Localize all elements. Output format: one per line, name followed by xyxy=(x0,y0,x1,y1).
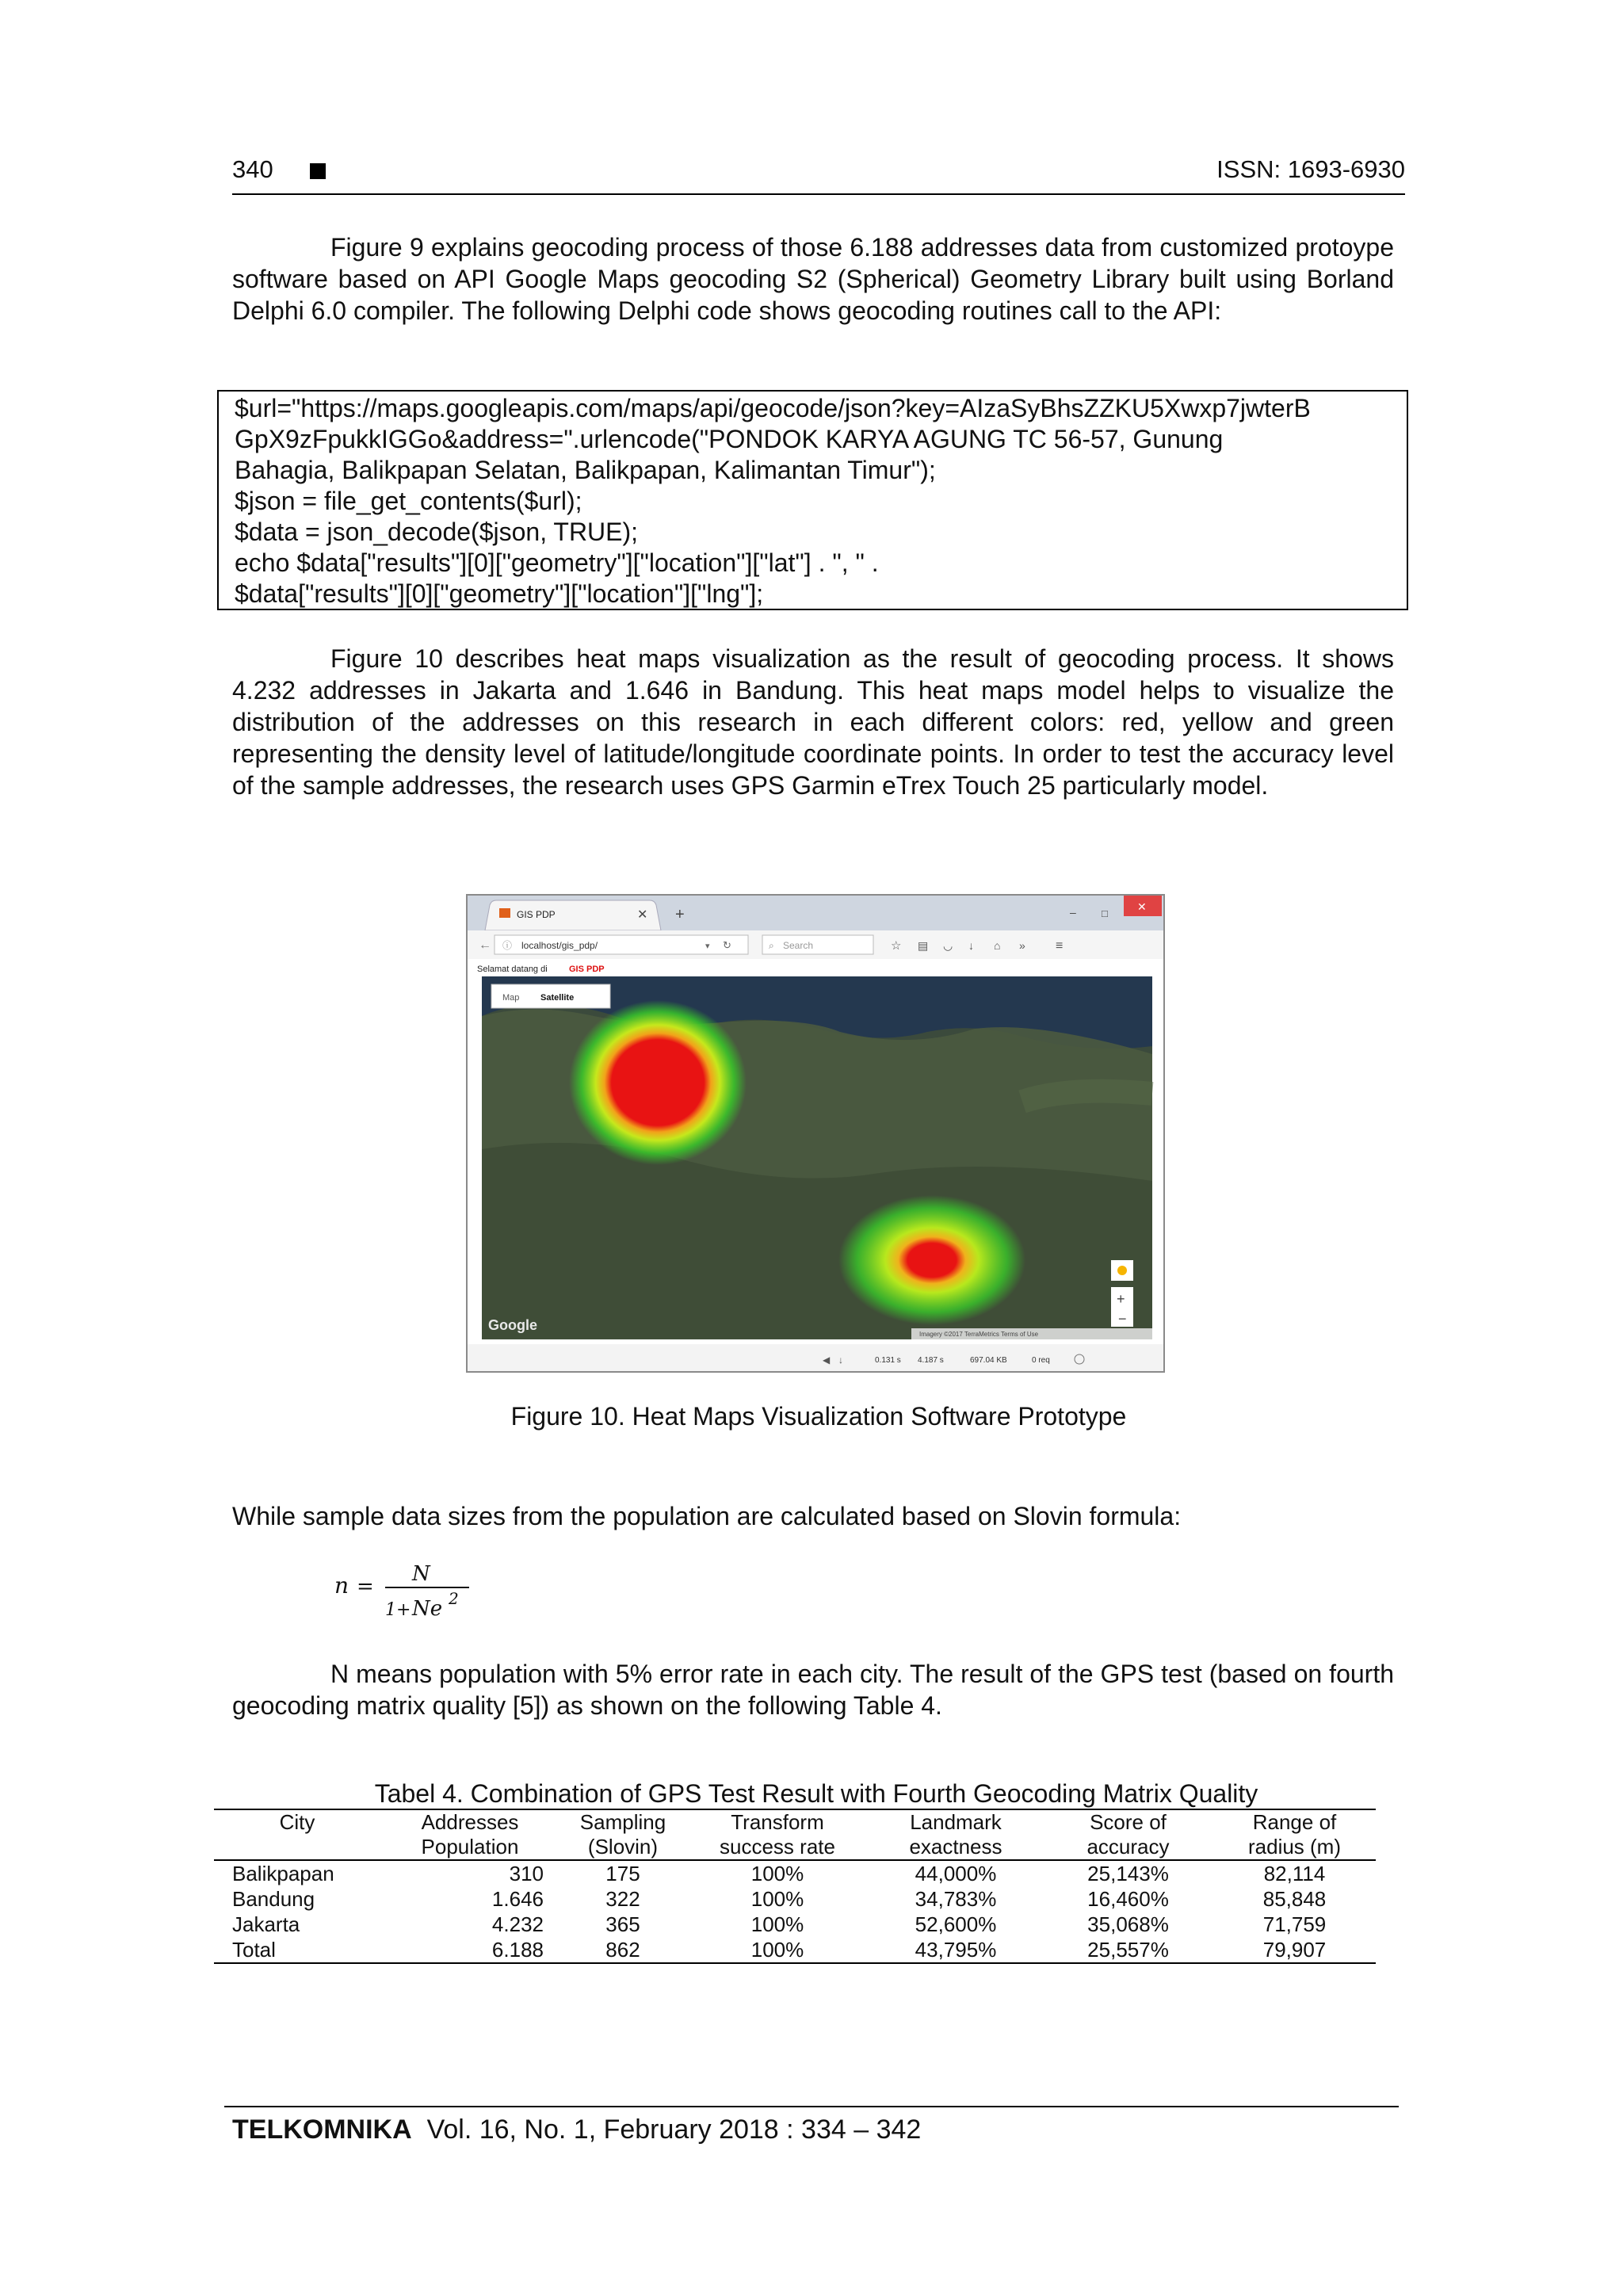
reload-icon[interactable]: ↻ xyxy=(723,939,731,951)
status-time-2: 4.187 s xyxy=(918,1356,944,1365)
table-title: Tabel 4. Combination of GPS Test Result with Fourth Geocoding Matrix Quality xyxy=(374,1779,1258,1808)
header-population: Addresses Population xyxy=(421,1810,519,1859)
speaker-icon: ◀ xyxy=(823,1354,831,1366)
search-box[interactable] xyxy=(762,935,873,954)
table-header-row xyxy=(214,1809,1376,1860)
status-requests: 0 req xyxy=(1032,1356,1050,1365)
cell-range: 71,759 xyxy=(1262,1912,1327,1936)
cell-landmark: 44,000% xyxy=(915,1862,997,1885)
welcome-brand: GIS PDP xyxy=(569,965,605,974)
formula-n: n xyxy=(334,1572,349,1599)
pegman-icon xyxy=(1117,1266,1127,1275)
cell-sampling: 322 xyxy=(605,1887,640,1911)
tab-favicon-icon xyxy=(499,908,510,918)
formula-denominator-ne: Ne xyxy=(412,1597,443,1621)
pocket-icon[interactable]: ◡ xyxy=(943,939,953,952)
map-attribution: Imagery ©2017 TerraMetrics Terms of Use xyxy=(919,1331,1039,1338)
formula-exponent: 2 xyxy=(449,1589,459,1608)
address-url[interactable]: localhost/gis_pdp/ xyxy=(521,940,598,951)
zoom-out-icon[interactable]: − xyxy=(1118,1311,1127,1327)
cell-score: 35,068% xyxy=(1087,1912,1169,1936)
table-row xyxy=(214,1860,1376,1886)
search-placeholder: Search xyxy=(783,940,814,951)
cell-transform: 100% xyxy=(750,1887,804,1911)
slovin-formula xyxy=(333,1560,491,1623)
map-button[interactable]: Map xyxy=(502,993,520,1003)
cell-city: Balikpapan xyxy=(232,1862,334,1885)
journal-details: Vol. 16, No. 1, February 2018 : 334 – 342 xyxy=(426,2115,922,2145)
header-square-icon xyxy=(310,163,326,179)
cell-landmark: 52,600% xyxy=(915,1912,997,1936)
browser-window xyxy=(468,896,1163,1371)
table-row xyxy=(214,1937,1376,1963)
code-line: $url="https://maps.googleapis.com/maps/api/geocode/json?key=AIzaSyBhsZZKU5Xwxp7jwterB xyxy=(235,394,1311,422)
cell-population: 4.232 xyxy=(491,1912,544,1936)
cell-range: 82,114 xyxy=(1263,1862,1326,1885)
info-icon: ⓘ xyxy=(502,940,513,951)
cell-score: 25,143% xyxy=(1087,1862,1169,1885)
code-line: $json = file_get_contents($url); xyxy=(235,487,582,515)
cell-sampling: 365 xyxy=(605,1912,640,1936)
code-line: echo $data["results"][0]["geometry"]["location"]["lat"] . ", " . xyxy=(235,548,879,577)
cell-population: 6.188 xyxy=(491,1938,544,1962)
paragraph-3: While sample data sizes from the population are calculated based on Slovin formula: xyxy=(232,1502,1182,1530)
header-rule xyxy=(232,193,1405,195)
heat-spot-jakarta xyxy=(569,1000,747,1165)
formula-denominator-one: 1+ xyxy=(385,1600,411,1620)
cell-population: 310 xyxy=(509,1862,544,1885)
cell-landmark: 34,783% xyxy=(915,1887,997,1911)
status-time-1: 0.131 s xyxy=(875,1356,901,1365)
figure-caption: Figure 10. Heat Maps Visualization Software Prototype xyxy=(510,1402,1127,1431)
cell-range: 79,907 xyxy=(1262,1938,1327,1962)
tab-close-icon[interactable]: ✕ xyxy=(637,908,648,922)
more-tools-icon[interactable]: » xyxy=(1019,939,1025,952)
header-range: Range of radius (m) xyxy=(1247,1810,1341,1859)
tab-title[interactable]: GIS PDP xyxy=(517,909,556,920)
header-sampling: Sampling (Slovin) xyxy=(579,1810,666,1859)
formula-numerator: N xyxy=(412,1562,430,1586)
cell-city: Jakarta xyxy=(232,1912,300,1936)
header-transform: Transform success rate xyxy=(720,1810,835,1859)
new-tab-icon[interactable]: + xyxy=(675,906,685,923)
code-box xyxy=(217,390,1408,610)
formula-equals: = xyxy=(357,1575,374,1599)
cell-landmark: 43,795% xyxy=(915,1938,997,1962)
paragraph-2: Figure 10 describes heat maps visualization as the result of geocoding process. It shows 4.232 addresses in Jakarta and 1.646 in Bandung. This heat maps model helps to visualize the distribution of the addresses on this research in each different colors: red, yellow and green representing the density level of latitude/longitude coordinate points. In order to test the accuracy level of the sample addresses, the research uses GPS Garmin eTrex Touch 25 particularly model. xyxy=(232,644,1394,800)
cell-sampling: 862 xyxy=(605,1938,640,1962)
paragraph-1: Figure 9 explains geocoding process of those 6.188 addresses data from customized protoype software based on API Google Maps geocoding S2 (Spherical) Geometry Library built using Borland Delphi 6.0 compiler. The following Delphi code shows geocoding routines call to the API: xyxy=(232,233,1394,325)
reader-icon[interactable]: ▤ xyxy=(918,939,929,952)
header-city: City xyxy=(279,1810,315,1834)
cell-score: 16,460% xyxy=(1087,1887,1169,1911)
code-line: $data = json_decode($json, TRUE); xyxy=(235,518,639,546)
dropdown-icon[interactable]: ▾ xyxy=(705,942,710,951)
code-line: GpX9zFpukkIGGo&address=".urlencode("PONDOK KARYA AGUNG TC 56-57, Gunung xyxy=(235,425,1224,453)
cell-transform: 100% xyxy=(750,1912,804,1936)
back-icon[interactable]: ← xyxy=(479,938,491,952)
header-score: Score of accuracy xyxy=(1086,1810,1170,1859)
cell-sampling: 175 xyxy=(605,1862,640,1885)
zoom-in-icon[interactable]: + xyxy=(1117,1291,1125,1307)
page-header xyxy=(232,155,1405,195)
page-footer xyxy=(232,2115,921,2145)
code-line: Bahagia, Balikpapan Selatan, Balikpapan, Kalimantan Timur"); xyxy=(235,456,936,484)
window-close-icon[interactable]: ✕ xyxy=(1137,900,1147,913)
menu-icon[interactable]: ≡ xyxy=(1056,939,1064,953)
table-row xyxy=(214,1912,1376,1937)
home-icon[interactable]: ⌂ xyxy=(994,939,1001,952)
code-line: $data["results"][0]["geometry"]["location"]["lng"]; xyxy=(235,579,764,608)
minimize-icon[interactable]: – xyxy=(1070,906,1076,919)
figure-10-screenshot xyxy=(466,894,1165,1373)
page-number: 340 xyxy=(232,155,273,183)
bookmark-star-icon[interactable]: ☆ xyxy=(891,939,902,953)
journal-name: TELKOMNIKA xyxy=(232,2115,412,2145)
heat-spot-bandung xyxy=(838,1195,1025,1325)
results-table xyxy=(214,1809,1376,1964)
cell-score: 25,557% xyxy=(1087,1938,1169,1962)
status-size: 697.04 KB xyxy=(970,1356,1007,1365)
maximize-icon[interactable]: □ xyxy=(1102,907,1108,919)
cell-transform: 100% xyxy=(750,1862,804,1885)
status-download-icon: ↓ xyxy=(838,1354,843,1366)
footer-rule xyxy=(224,2106,1399,2107)
issn: ISSN: 1693-6930 xyxy=(1216,155,1405,183)
search-icon: ⌕ xyxy=(769,940,774,951)
satellite-button[interactable]: Satellite xyxy=(540,993,575,1003)
paragraph-4: N means population with 5% error rate in each city. The result of the GPS test (based on fourth geocoding matrix quality [5]) as shown on the following Table 4. xyxy=(232,1660,1394,1720)
cell-range: 85,848 xyxy=(1262,1887,1327,1911)
download-icon[interactable]: ↓ xyxy=(968,939,974,952)
google-logo: Google xyxy=(488,1317,537,1333)
table-row xyxy=(214,1886,1376,1912)
cell-population: 1.646 xyxy=(491,1887,544,1911)
cell-transform: 100% xyxy=(750,1938,804,1962)
cell-city: Bandung xyxy=(232,1887,315,1911)
cell-city: Total xyxy=(232,1938,276,1962)
welcome-text: Selamat datang di xyxy=(477,965,548,974)
header-landmark: Landmark exactness xyxy=(909,1810,1002,1859)
